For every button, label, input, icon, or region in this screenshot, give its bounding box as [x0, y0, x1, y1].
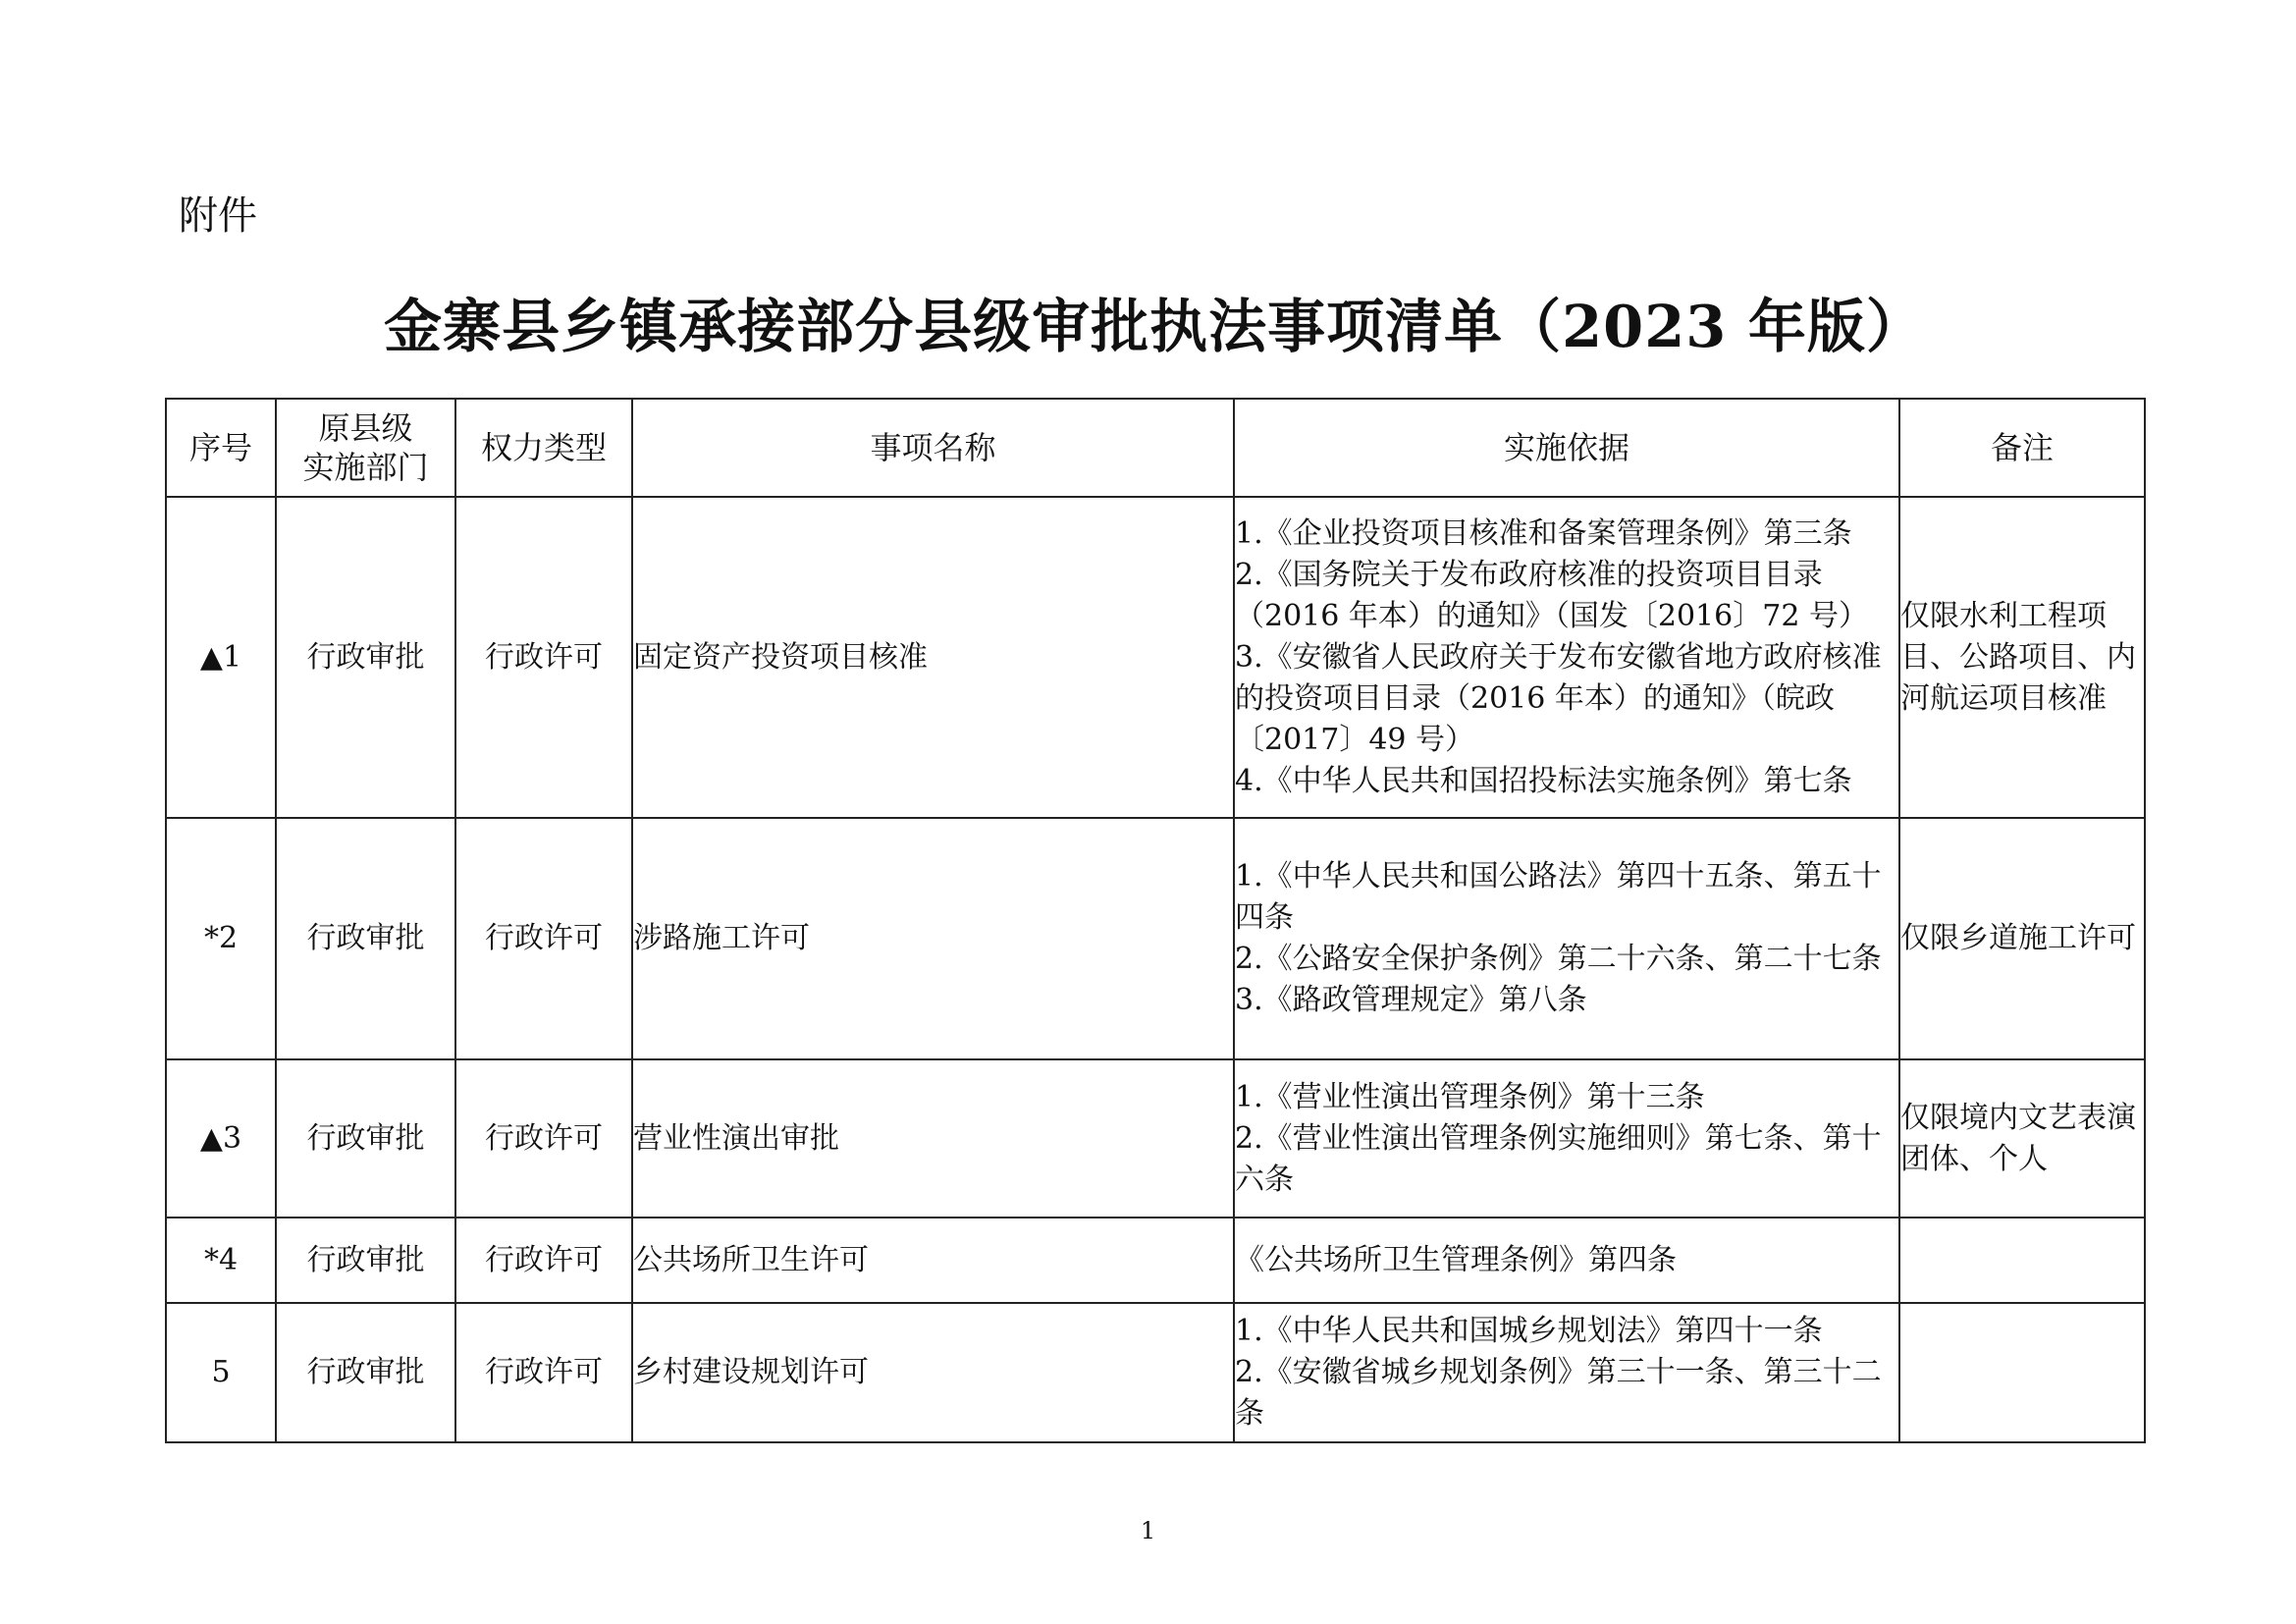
header-department-line2: 实施部门: [302, 449, 429, 486]
row-index: 5: [166, 1303, 276, 1442]
basis-line: 1.《企业投资项目核准和备案管理条例》第三条: [1235, 515, 1852, 551]
row-department: 行政审批: [276, 1303, 455, 1442]
row-basis: [1234, 1303, 1899, 1442]
basis-line: 1.《营业性演出管理条例》第十三条: [1235, 1079, 1705, 1114]
basis-line: 2.《营业性演出管理条例实施细则》第七条、第十六条: [1235, 1120, 1882, 1197]
page-number: 1: [1140, 1517, 1156, 1544]
table-row: [166, 818, 2145, 1059]
row-power-type: 行政许可: [455, 1059, 632, 1218]
items-table: [165, 398, 2146, 1443]
row-note: 仅限乡道施工许可: [1899, 818, 2145, 1059]
row-basis: [1234, 1059, 1899, 1218]
basis-line: 1.《中华人民共和国公路法》第四十五条、第五十四条: [1235, 859, 1882, 935]
row-department: 行政审批: [276, 497, 455, 818]
header-department-line1: 原县级: [318, 409, 413, 447]
header-power-type: 权力类型: [455, 399, 632, 497]
basis-line: 3.《路政管理规定》第八条: [1235, 983, 1587, 1017]
row-note: 仅限水利工程项目、公路项目、内河航运项目核准: [1899, 497, 2145, 818]
basis-line: 4.《中华人民共和国招投标法实施条例》第七条: [1235, 763, 1852, 798]
header-basis: 实施依据: [1234, 399, 1899, 497]
header-note: 备注: [1899, 399, 2145, 497]
row-item-name: 固定资产投资项目核准: [632, 497, 1234, 818]
header-department: [276, 399, 455, 497]
row-item-name: 营业性演出审批: [632, 1059, 1234, 1218]
basis-line: 《公共场所卫生管理条例》第四条: [1235, 1242, 1677, 1277]
basis-line: 1.《中华人民共和国城乡规划法》第四十一条: [1235, 1314, 1823, 1348]
row-index: ▲1: [166, 497, 276, 818]
table-row: [166, 1218, 2145, 1303]
basis-line: 2.《公路安全保护条例》第二十六条、第二十七条: [1235, 942, 1882, 976]
table-row: [166, 497, 2145, 818]
row-department: 行政审批: [276, 1059, 455, 1218]
row-item-name: 涉路施工许可: [632, 818, 1234, 1059]
attachment-label: 附件: [179, 193, 257, 239]
row-department: 行政审批: [276, 1218, 455, 1303]
header-item-name: 事项名称: [632, 399, 1234, 497]
row-basis: [1234, 1218, 1899, 1303]
row-item-name: 公共场所卫生许可: [632, 1218, 1234, 1303]
table-header-row: [166, 399, 2145, 497]
document-title: 金寨县乡镇承接部分县级审批执法事项清单（2023 年版）: [384, 293, 1925, 360]
row-index: ▲3: [166, 1059, 276, 1218]
row-power-type: 行政许可: [455, 1303, 632, 1442]
basis-line: 2.《安徽省城乡规划条例》第三十一条、第三十二条: [1235, 1355, 1882, 1431]
row-note: 仅限境内文艺表演团体、个人: [1899, 1059, 2145, 1218]
basis-line: 2.《国务院关于发布政府核准的投资项目目录（2016 年本）的通知》（国发〔2016〕72 号）: [1235, 557, 1868, 633]
basis-line: 3.《安徽省人民政府关于发布安徽省地方政府核准的投资项目目录（2016 年本）的通知》（皖政〔2017〕49 号）: [1235, 639, 1882, 757]
row-item-name: 乡村建设规划许可: [632, 1303, 1234, 1442]
row-index: *2: [166, 818, 276, 1059]
row-note: [1899, 1303, 2145, 1442]
table-row: [166, 1303, 2145, 1442]
row-basis: [1234, 497, 1899, 818]
row-power-type: 行政许可: [455, 818, 632, 1059]
table-row: [166, 1059, 2145, 1218]
row-power-type: 行政许可: [455, 1218, 632, 1303]
row-department: 行政审批: [276, 818, 455, 1059]
row-note: [1899, 1218, 2145, 1303]
row-index: *4: [166, 1218, 276, 1303]
row-basis: [1234, 818, 1899, 1059]
header-index: 序号: [166, 399, 276, 497]
row-power-type: 行政许可: [455, 497, 632, 818]
